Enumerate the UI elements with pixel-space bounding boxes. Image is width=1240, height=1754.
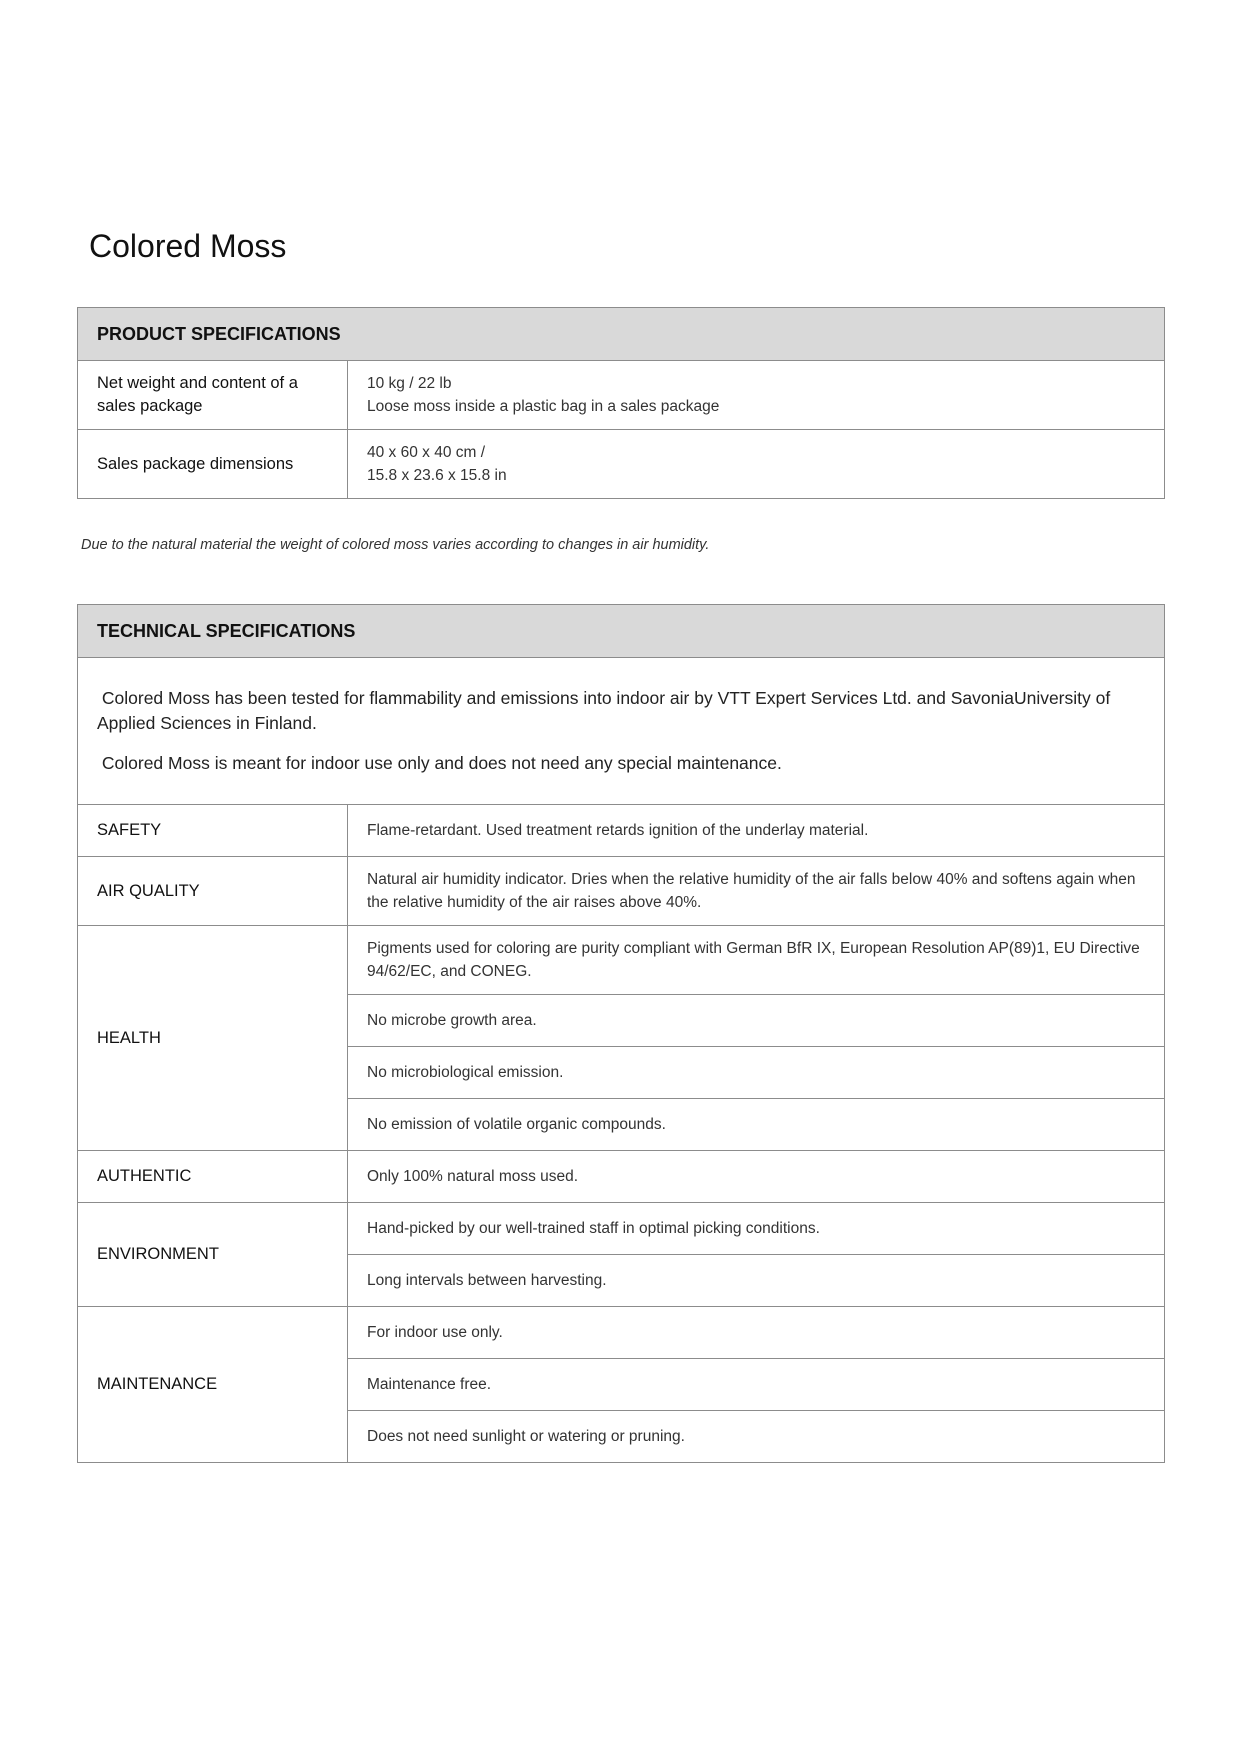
humidity-note: Due to the natural material the weight of colored moss varies according to changes in air humidity.	[81, 537, 710, 553]
section-label-safety: SAFETY	[78, 805, 348, 857]
section-item: Maintenance free.	[348, 1359, 1165, 1411]
section-item: Pigments used for coloring are purity compliant with German BfR IX, European Resolution AP(89)1, EU Directive 94/62/EC, and CONEG.	[348, 926, 1165, 995]
section-label-air-quality: AIR QUALITY	[78, 857, 348, 926]
spec-value-line: 15.8 x 23.6 x 15.8 in	[367, 467, 507, 484]
intro-text: Colored Moss has been tested for flammability and emissions into indoor air by VTT Expert Services Ltd. and SavoniaUniversity of Applied Sciences in Finland.	[97, 688, 1111, 733]
section-item: Natural air humidity indicator. Dries when the relative humidity of the air falls below 40% and softens again when the relative humidity of the air raises above 40%.	[348, 857, 1165, 926]
table-row	[78, 1307, 1165, 1359]
section-item: Flame-retardant. Used treatment retards ignition of the underlay material.	[348, 805, 1165, 857]
section-label-authentic: AUTHENTIC	[78, 1151, 348, 1203]
technical-specifications-header: TECHNICAL SPECIFICATIONS	[78, 605, 1165, 658]
section-label-environment: ENVIRONMENT	[78, 1203, 348, 1307]
intro-paragraph	[97, 686, 1145, 736]
table-row	[78, 430, 1165, 499]
section-item: No emission of volatile organic compounds.	[348, 1099, 1165, 1151]
product-specifications-header: PRODUCT SPECIFICATIONS	[78, 308, 1165, 361]
table-row	[78, 361, 1165, 430]
technical-intro	[78, 658, 1165, 805]
spec-value-net-weight	[348, 361, 1165, 430]
product-specifications-table	[77, 307, 1165, 499]
table-row	[78, 857, 1165, 926]
intro-text: Colored Moss is meant for indoor use only and does not need any special maintenance.	[101, 753, 782, 773]
page-title: Colored Moss	[89, 228, 287, 264]
table-row	[78, 805, 1165, 857]
section-item: Hand-picked by our well-trained staff in optimal picking conditions.	[348, 1203, 1165, 1255]
table-row	[78, 1203, 1165, 1255]
section-label-health: HEALTH	[78, 926, 348, 1151]
spec-value-dimensions	[348, 430, 1165, 499]
section-label-maintenance: MAINTENANCE	[78, 1307, 348, 1463]
section-item: No microbiological emission.	[348, 1047, 1165, 1099]
table-row	[78, 658, 1165, 805]
section-item: Only 100% natural moss used.	[348, 1151, 1165, 1203]
spec-value-line: Loose moss inside a plastic bag in a sales package	[367, 398, 720, 415]
section-item: No microbe growth area.	[348, 995, 1165, 1047]
section-item: Does not need sunlight or watering or pruning.	[348, 1411, 1165, 1463]
spec-label-dimensions: Sales package dimensions	[78, 430, 348, 499]
section-item: Long intervals between harvesting.	[348, 1255, 1165, 1307]
section-item: For indoor use only.	[348, 1307, 1165, 1359]
spec-value-line: 10 kg / 22 lb	[367, 375, 452, 392]
table-row	[78, 926, 1165, 995]
technical-specifications-table	[77, 604, 1165, 1463]
table-row	[78, 1151, 1165, 1203]
spec-label-net-weight: Net weight and content of a sales package	[78, 361, 348, 430]
intro-paragraph	[97, 751, 1145, 776]
spec-value-line: 40 x 60 x 40 cm /	[367, 444, 486, 461]
